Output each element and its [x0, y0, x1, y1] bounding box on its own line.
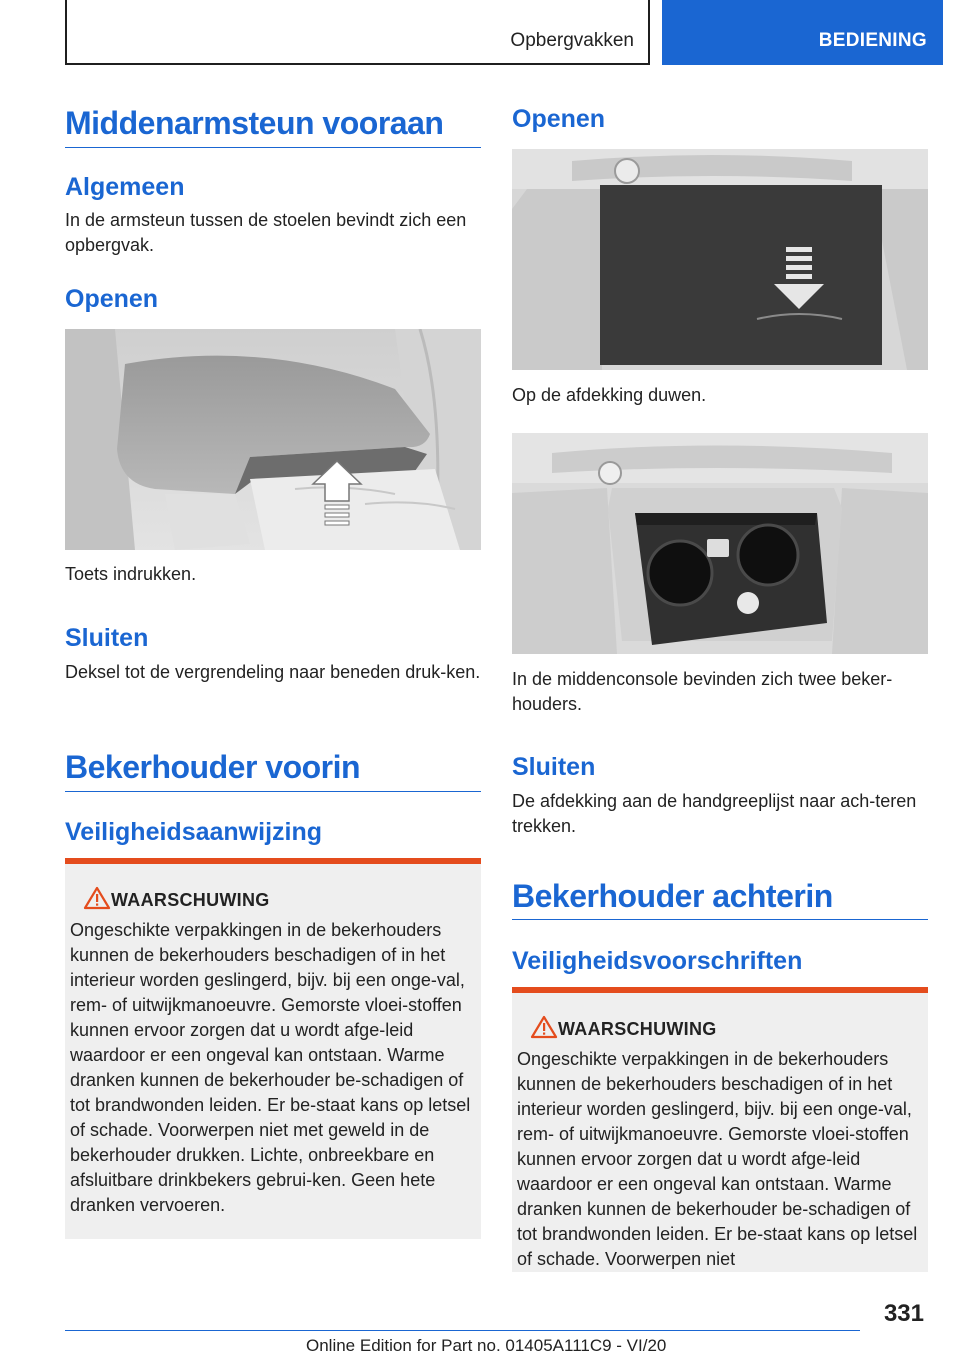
heading-rule — [65, 147, 481, 148]
heading-safety-note: Veiligheidsaanwijzing — [65, 818, 323, 846]
warning-text: Ongeschikte verpakkingen in de bekerhouders kunnen de bekerhouders beschadigen of in het interieur worden geslingerd, bijv. bij een onge-val, rem- of uitwijkmanoeuvre. Gemorste vloei-stoffen kunnen ervoor zorgen dat u wordt afge-leid waardoor er een ongeval kan ontstaan. Warme dranken kunnen de bekerhouder be-schadigen of tot brandwonden leiden. Er be-staat kans op letsel of schade. Voorwerpen niet — [517, 1049, 918, 1269]
header-chapter-label: BEDIENING — [818, 30, 927, 51]
page-number: 331 — [883, 1300, 924, 1327]
heading-open-console: Openen — [512, 105, 606, 133]
warning-text: Ongeschikte verpakkingen in de bekerhouders kunnen de bekerhouders beschadigen of in het interieur worden geslingerd, bijv. bij een onge-val, rem- of uitwijkmanoeuvre. Gemorste vloei-stoffen kunnen ervoor zorgen dat u wordt afge-leid waardoor er een ongeval kan ontstaan. Warme dranken kunnen de bekerhouder be-schadigen of tot brandwonden leiden. Er be-staat kans op letsel of schade. Voorwerpen niet met geweld in de bekerhouder drukken. Lichte, onbreekbare en afsluitbare drinkbekers gebrui-ken. Geen hete dranken vervoeren. — [70, 920, 471, 1215]
warning-triangle-icon — [530, 1015, 558, 1039]
armrest-photo — [65, 329, 481, 550]
header-frame — [65, 0, 650, 65]
warning-title: WAARSCHUWING — [111, 890, 270, 910]
header-section-title: Opbergvakken — [510, 30, 634, 51]
caption-press-button: Toets indrukken. — [65, 564, 197, 584]
console-open-photo — [512, 433, 928, 654]
heading-armrest: Middenarmsteun vooraan — [65, 105, 444, 141]
footer-edition: Online Edition for Part no. 01405A111C9 - VI/20 — [306, 1336, 667, 1355]
heading-close-console: Sluiten — [512, 753, 596, 781]
paragraph-close-armrest: Deksel tot de vergrendeling naar beneden druk-ken. — [65, 662, 481, 682]
console-closed-photo — [512, 149, 928, 370]
console-closed-illustration — [512, 149, 928, 370]
armrest-illustration — [65, 329, 481, 550]
heading-general: Algemeen — [65, 173, 185, 201]
console-open-illustration — [512, 433, 928, 654]
heading-safety-rules: Veiligheidsvoorschriften — [512, 947, 803, 975]
warning-box — [512, 987, 928, 1272]
warning-triangle-icon — [83, 886, 111, 910]
caption-push-cover: Op de afdekking duwen. — [512, 385, 707, 405]
heading-cupholder-front: Bekerhouder voorin — [65, 749, 361, 785]
caption-two-cupholders: In de middenconsole bevinden zich twee beker-houders. — [512, 669, 893, 714]
heading-open-armrest: Openen — [65, 285, 159, 313]
heading-rule — [65, 791, 481, 792]
paragraph-close-console: De afdekking aan de handgreeplijst naar ach-teren trekken. — [512, 791, 917, 836]
warning-box — [65, 858, 481, 1239]
header-chapter-tab[interactable] — [662, 0, 943, 65]
paragraph-general: In de armsteun tussen de stoelen bevindt zich een opbergvak. — [65, 210, 467, 255]
heading-close-armrest: Sluiten — [65, 624, 149, 652]
warning-title: WAARSCHUWING — [558, 1019, 717, 1039]
heading-cupholder-rear: Bekerhouder achterin — [512, 878, 833, 914]
heading-rule — [512, 919, 928, 920]
footer-rule — [65, 1330, 860, 1331]
